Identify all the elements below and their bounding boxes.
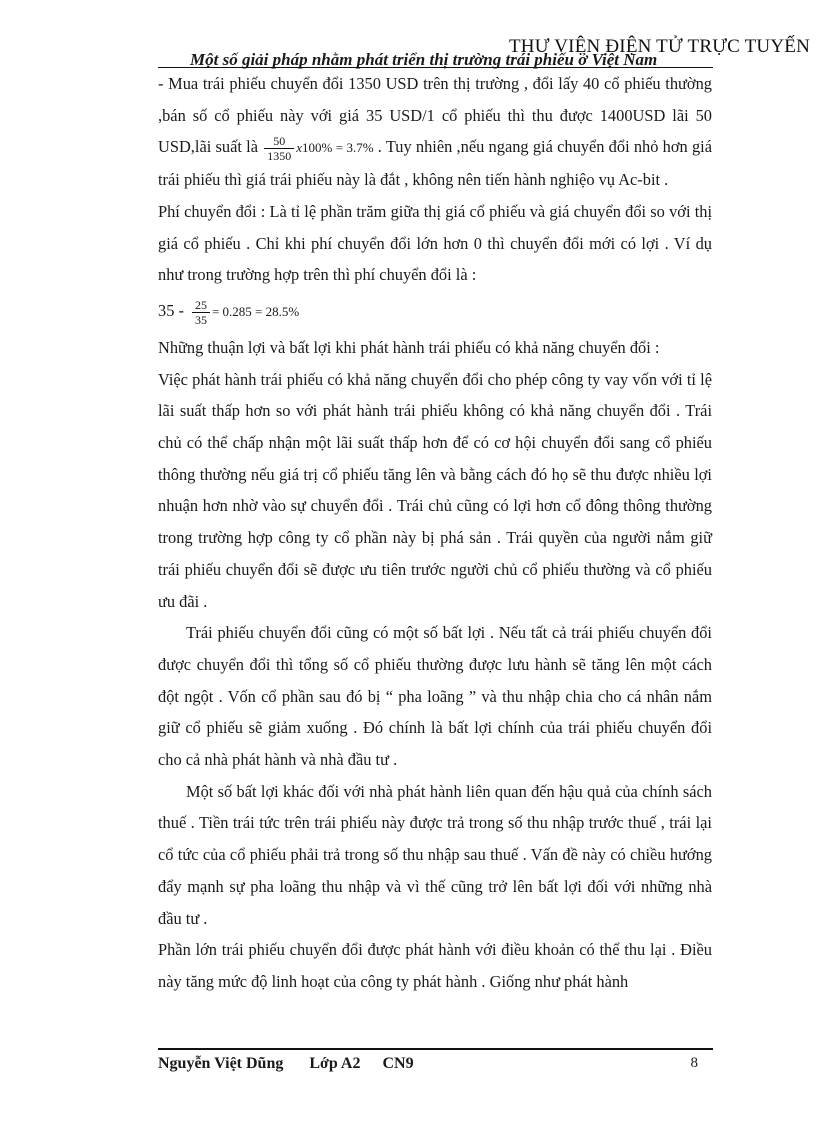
footer-code: CN9 xyxy=(382,1055,414,1072)
fraction-denominator: 1350 xyxy=(267,149,292,164)
footer-divider xyxy=(158,1048,713,1050)
paragraph-conversion-fee: Phí chuyển đổi : Là tỉ lệ phần trăm giữa thị giá cổ phiếu và giá chuyển đổi so với thị giá cổ phiếu . Chỉ khi phí chuyển đổi lớn hơn 0 thì chuyển đổi mới có lợi . Ví dụ như trong trường hợp trên thì phí chuyển đổi là : xyxy=(158,201,712,285)
document-body xyxy=(158,68,712,998)
paragraph-arbitrage-example xyxy=(158,68,712,196)
fraction-denominator: 35 xyxy=(194,312,207,327)
paragraph-advantages: Việc phát hành trái phiếu có khả năng chuyển đổi cho phép công ty vay vốn với tỉ lệ lãi suất thấp hơn so với phát hành trái phiếu không có khả năng chuyển đổi . Trái chủ có thể chấp nhận một lãi suất thấp hơn để có cơ hội chuyển đổi sang cổ phiếu thông thường nếu giá trị cổ phiếu tăng lên và bằng cách đó họ sẽ thu được nhiều lợi nhuận hơn nhờ vào sự chuyển đổi . Trái chủ cũng có lợi hơn cổ đông thông thường trong trường hợp công ty cổ phần này bị phá sản . Trái quyền của người nắm giữ trái phiếu chuyển đổi sẽ được ưu tiên trước người chủ cổ phiếu thường và cổ phiếu ưu đãi . xyxy=(158,369,712,611)
paragraph-callable-clause: Phần lớn trái phiếu chuyển đổi được phát hành với điều khoản có thể thu lại . Điều này tăng mức độ linh hoạt của công ty phát hành . Giống như phát hành xyxy=(158,940,712,991)
page-number: 8 xyxy=(690,1055,698,1071)
paragraph-pros-cons-heading: Những thuận lợi và bất lợi khi phát hành trái phiếu có khả năng chuyển đổi : xyxy=(158,337,660,357)
page-footer xyxy=(158,1055,698,1073)
paragraph-disadvantages: Trái phiếu chuyển đổi cũng có một số bất lợi . Nếu tất cả trái phiếu chuyển đổi được chuyển đổi thì tổng số cổ phiếu thường được lưu hành sẽ tăng lên một cách đột ngột . Vốn cổ phần sau đó bị “ pha loãng ” và thu nhập chia cho cá nhân nắm giữ cổ phiếu sẽ giảm xuống . Đó chính là bất lợi chính của trái phiếu chuyển đổi cho cả nhà phát hành và nhà đầu tư . xyxy=(158,623,712,770)
fraction-fee xyxy=(192,298,210,327)
fraction-yield xyxy=(264,134,294,163)
formula-lead: 35 - xyxy=(158,300,184,320)
watermark-text: THƯ VIỆN ĐIỆN TỬ TRỰC TUYẾN xyxy=(508,36,810,57)
formula-conversion-fee xyxy=(158,291,712,332)
formula-result: = 0.285 = 28.5% xyxy=(211,303,300,319)
fraction-numerator: 50 xyxy=(264,134,294,149)
page-header-title: Một số giải pháp nhằm phát triển thị trường trái phiếu ở Việt Nam xyxy=(190,50,658,69)
paragraph-tax-disadvantages: Một số bất lợi khác đối với nhà phát hành liên quan đến hậu quả của chính sách thuế . Tiền trái tức trên trái phiếu này được trả trong số thu nhập trước thuế , trái lại cổ tức của cổ phiếu phải trả trong số thu nhập sau thuế . Vấn đề này có chiều hướng đẩy mạnh sự pha loãng thu nhập và vì thế cũng trở lên bất lợi đối với những nhà đầu tư . xyxy=(158,781,712,928)
paragraph-text: - Mua trái phiếu chuyển đổi 1350 USD trên thị trường , đổi lấy 40 cổ phiếu thường ,bán số cổ phiếu này với giá 35 USD/1 cổ phiếu thì thu được 1400USD lãi 50 USD,lãi suất là xyxy=(158,74,712,157)
footer-author: Nguyễn Việt Dũng xyxy=(158,1055,284,1072)
paragraph-text: . Tuy nhiên ,nếu ngang giá chuyển đổi nhỏ hơn giá trái phiếu thì giá trái phiếu này là đắt , không nên tiến hành nghiệo vụ Ac-bit . xyxy=(158,137,712,190)
fraction-numerator: 25 xyxy=(192,298,210,313)
formula-result: 100% = 3.7% xyxy=(302,140,374,156)
formula-multiplier: x xyxy=(296,140,303,156)
footer-class: Lớp A2 xyxy=(309,1055,361,1072)
